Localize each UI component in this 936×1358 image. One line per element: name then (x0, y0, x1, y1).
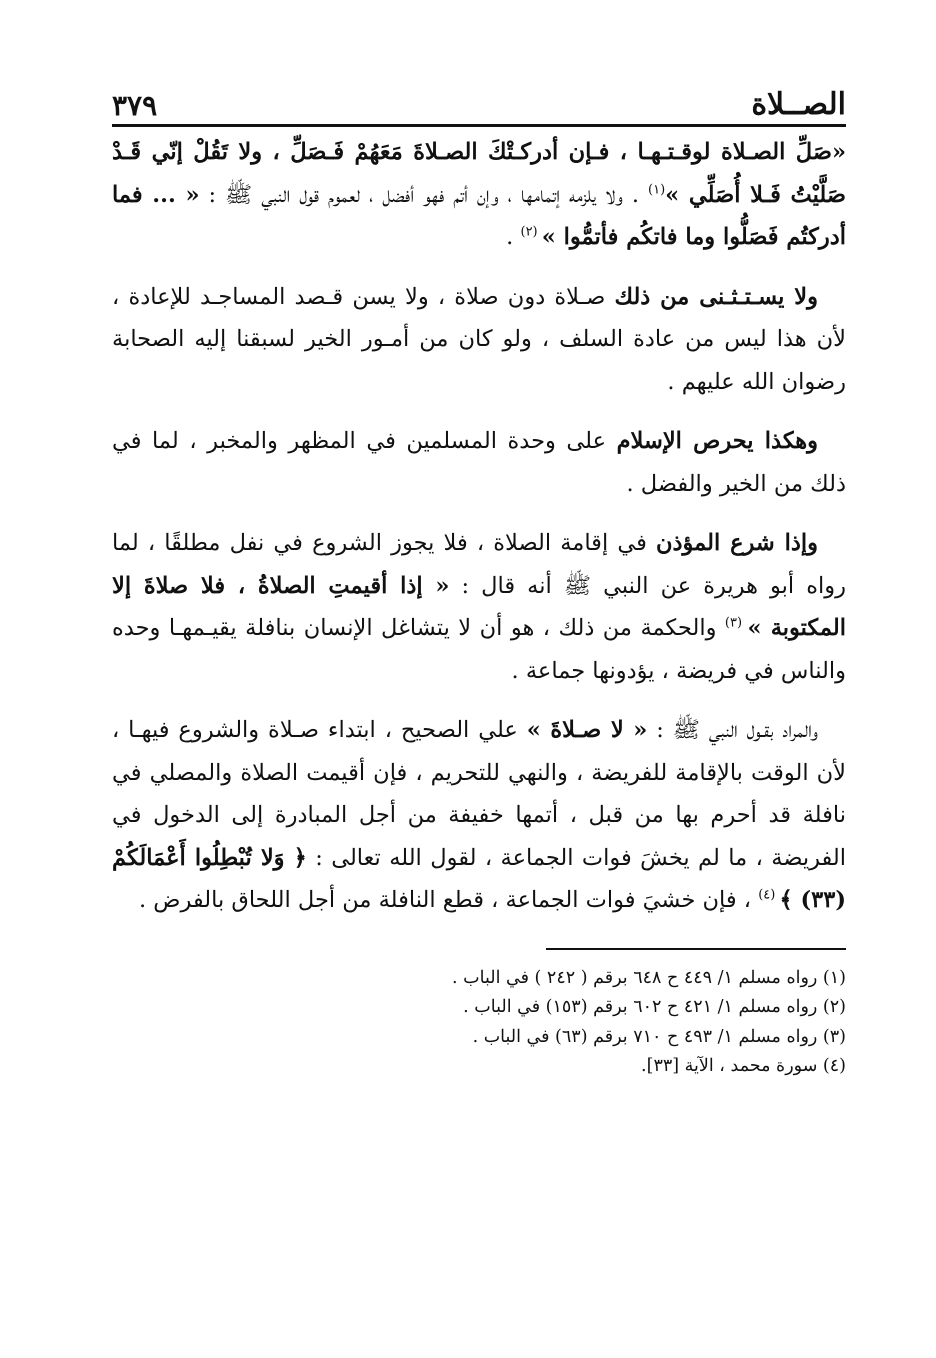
paragraph-text: . (506, 224, 521, 250)
paragraph-text: في إقامة الصلاة ، فلا يجوز الشروع في نفل مطلقًا ، لما رواه أبو هريرة عن النبي ﷺ أنه قال : (112, 530, 846, 599)
page-body (112, 131, 846, 922)
paragraph-text: صـلاة دون صلاة ، ولا يسن قـصد المساجـد للإعادة ، لأن هذا ليس من عادة السلف ، ولو كان من أمـور الخير لسبقنا إليه الصحابة رضوان الله عليهم . (112, 283, 846, 395)
hadith-quote: « إذا أقيمتِ الصلاةُ ، فلا صلاةَ إلا المكتوبة » (112, 572, 846, 641)
paragraph (112, 420, 846, 505)
lead-phrase: ولا يسـتـثـنى من ذلك (614, 283, 819, 310)
paragraph-text: والحكمة من ذلك ، هو أن لا يتشاغل الإنسان بنافلة يقيـمهـا وحده والناس في فريضة ، يؤدونها جماعة . (112, 615, 846, 684)
footnote: (٣) رواه مسلم ١/ ٤٩٣ ح ٧١٠ برقم (٦٣) في الباب . (472, 1026, 846, 1047)
footnote-divider (546, 948, 846, 950)
footnote-ref: (٤) (758, 887, 780, 903)
hadith-quote: «صَلِّ الصـلاة لوقـتـهـا ، فـإن أدركـتْكَ الصـلاةَ مَعَهُمْ فَـصَلِّ ، ولا تَقُلْ إنّي قَـدْ صَلَّيْتُ فَـلا أُصَلِّي » (112, 139, 846, 208)
page-header (112, 70, 846, 127)
quran-verse: ﴿ وَلا تُبْطِلُوا أَعْمَالَكُمْ (٣٣) ﴾ (112, 844, 846, 913)
paragraph (112, 522, 846, 692)
paragraph-text: . ولا يلزمه إتمامها ، وإن أتم فهو أفضل ، لعموم قول النبي ﷺ : (199, 181, 649, 208)
footnote: (٢) رواه مسلم ١/ ٤٢١ ح ٦٠٢ برقم (١٥٣) في الباب . (463, 997, 846, 1017)
paragraph (112, 131, 846, 259)
page-number: ٣٧٩ (112, 89, 158, 122)
paragraph (112, 709, 846, 922)
paragraph (112, 276, 846, 404)
lead-phrase: وهكذا يحرص الإسلام (616, 428, 818, 454)
footnote-ref: (٣) (724, 615, 748, 631)
paragraph-text: ، فإن خشيَ فوات الجماعة ، قطع النافلة من أجل اللحاق بالفرض . (138, 887, 759, 913)
paragraph-text: والمراد بقـول النبي ﷺ : (647, 717, 818, 743)
footnotes (112, 964, 846, 1082)
paragraph-text: علي الصحيح ، ابتداء صـلاة والشروع فيهـا ، لأن الوقت بالإقامة للفريضة ، والنهي للتحريم ، فإن أقيمت الصلاة والمصلي في نافلة قد أحرم بها من قبل ، أتمها خفيفة من أجل المبادرة إلى الدخول في الفريضة ، ما لم يخشَ فوات الجماعة ، لقول الله تعالى : (112, 717, 846, 871)
hadith-quote: « ... فما أدركتُم فَصَلُّوا وما فاتكُم فأتمُّوا » (112, 181, 846, 250)
footnote-ref: (١) (648, 182, 666, 197)
hadith-quote: « لا صـلاةَ » (526, 717, 648, 743)
footnote: (٤) سورة محمد ، الآية [٣٣]. (641, 1056, 846, 1076)
footnote-ref: (٢) (520, 224, 542, 240)
footnote: (١) رواه مسلم ١/ ٤٤٩ ح ٦٤٨ برقم ( ٢٤٢ ) في الباب . (452, 967, 846, 988)
lead-phrase: وإذا شرع المؤذن (655, 530, 818, 556)
running-title: الصــلاة (751, 87, 846, 122)
paragraph-text: على وحدة المسلمين في المظهر والمخبر ، لما في ذلك من الخير والفضل . (112, 428, 846, 497)
book-page (112, 70, 846, 1300)
